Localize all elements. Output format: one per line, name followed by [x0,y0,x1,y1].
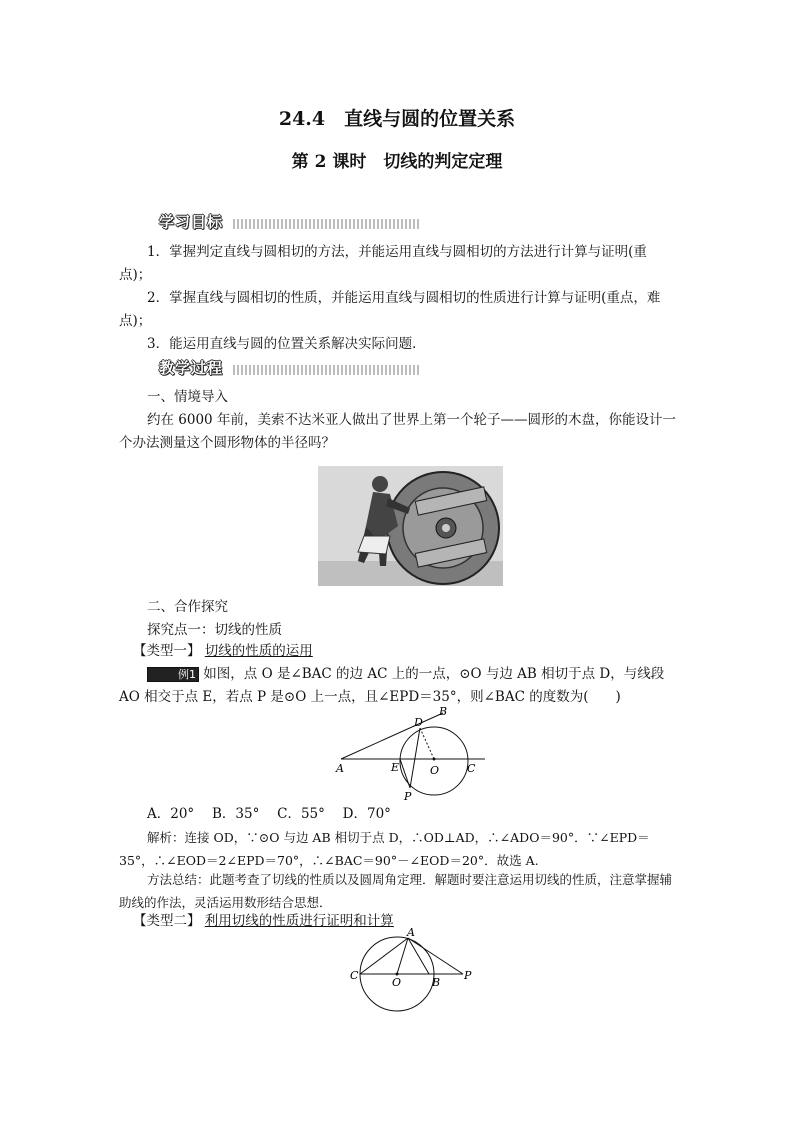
label-A: A [407,928,415,939]
wheel-picture [318,466,503,586]
solution-text: 解析：连接 OD，∵⊙O 与边 AB 相切于点 D，∴OD⊥AD，∴∠ADO＝90°．∵∠EPD＝35°，∴∠EOD＝2∠EPD＝70°，∴∠BAC＝90°－∠EOD＝20°．故选 A. [119,830,650,868]
label-E: E [391,761,400,774]
intro-text: 约在 6000 年前，美索不达米亚人做出了世界上第一个轮子——圆形的木盘，你能设计一个办法测量这个圆形物体的半径吗？ [119,412,676,451]
goal-item-3: 3．能运用直线与圆的位置关系解决实际问题． [147,336,426,352]
label-A: A [336,762,344,775]
type2-tag: 【类型二】 [133,913,201,929]
type1-line [133,640,693,663]
example-text: 如图，点 O 是∠BAC 的边 AC 上的一点，⊙O 与边 AB 相切于点 D，与线段 AO 相交于点 E，若点 P 是⊙O 上一点，且∠EPD＝35°，则∠BAC 的度数为( ) [119,666,665,705]
label-P: P [404,790,412,802]
page-subtitle: 第 2 课时 切线的判定定理 [291,152,503,172]
label-C: C [350,969,359,982]
type1-tag: 【类型一】 [133,643,201,659]
banner-label: 学习目标 [149,212,233,232]
intro-heading: 一、情境导入 [147,389,228,405]
example1 [119,663,679,709]
example-badge: 例1 [147,667,199,682]
type1-title: 切线的性质的运用 [204,643,313,659]
coop-heading: 二、合作探究 [147,599,228,615]
wheel-illustration [318,466,503,586]
figure-2 [345,928,480,1012]
type2-title: 利用切线的性质进行证明和计算 [204,913,394,929]
goal-item-2: 2．掌握直线与圆相切的性质，并能运用直线与圆相切的性质进行计算与证明(重点，难点)； [119,290,661,329]
goal-item-1: 1．掌握判定直线与圆相切的方法，并能运用直线与圆相切的方法进行计算与证明(重点)； [119,244,647,283]
section-banner-process [149,358,419,380]
label-B: B [432,976,441,989]
label-P: P [464,969,472,982]
label-C: C [467,762,476,775]
page-title: 24.4 直线与圆的位置关系 [278,108,516,130]
point1-heading: 探究点一：切线的性质 [147,622,282,638]
answer-options: A．20° B．35° C．55° D．70° [147,806,391,822]
label-B: B [439,705,448,718]
label-D: D [414,716,423,729]
figure-1 [330,704,495,802]
banner-label: 教学过程 [149,358,233,378]
label-O: O [430,764,440,777]
section-banner-goals [149,212,419,234]
method-summary: 方法总结：此题考查了切线的性质以及圆周角定理．解题时要注意运用切线的性质，注意掌握辅助线的作法，灵活运用数形结合思想． [119,872,673,910]
label-O: O [392,976,402,989]
